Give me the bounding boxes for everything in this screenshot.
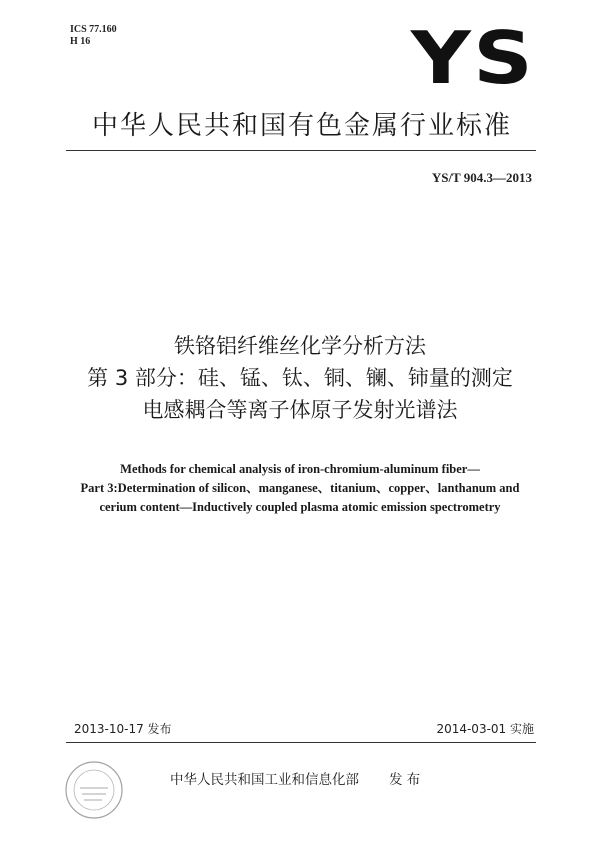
- publisher-name: 中华人民共和国工业和信息化部: [170, 772, 359, 788]
- issue-date: 2013-10-17 发布: [74, 722, 172, 736]
- standard-category-title: 中华人民共和国有色金属行业标准: [91, 111, 512, 141]
- bottom-divider: [66, 742, 536, 743]
- english-title-line-1: Methods for chemical analysis of iron-chromium-aluminum fiber—: [120, 462, 480, 476]
- publisher: [170, 768, 420, 788]
- ics-code: ICS 77.160: [70, 24, 117, 35]
- top-divider: [66, 150, 536, 151]
- library-stamp-icon: [62, 758, 126, 822]
- chinese-title: [40, 330, 560, 426]
- standard-number: YS/T 904.3—2013: [431, 170, 532, 185]
- ys-logo: YS: [410, 16, 536, 100]
- ics-codes: [70, 24, 117, 48]
- publisher-action: 发 布: [389, 772, 421, 788]
- english-title-line-3: cerium content—Inductively coupled plasma atomic emission spectrometry: [99, 500, 501, 514]
- ccs-code: H 16: [70, 36, 91, 47]
- chinese-title-line-3: 电感耦合等离子体原子发射光谱法: [142, 398, 458, 422]
- chinese-title-line-1: 铁铬铝纤维丝化学分析方法: [174, 334, 426, 358]
- chinese-title-line-2: 第 3 部分：硅、锰、钛、铜、镧、铈量的测定: [87, 366, 513, 390]
- english-title-line-2: Part 3:Determination of silicon、manganese、titanium、copper、lanthanum and: [80, 481, 520, 495]
- implementation-date: 2014-03-01 实施: [436, 722, 534, 736]
- english-title: [40, 460, 560, 517]
